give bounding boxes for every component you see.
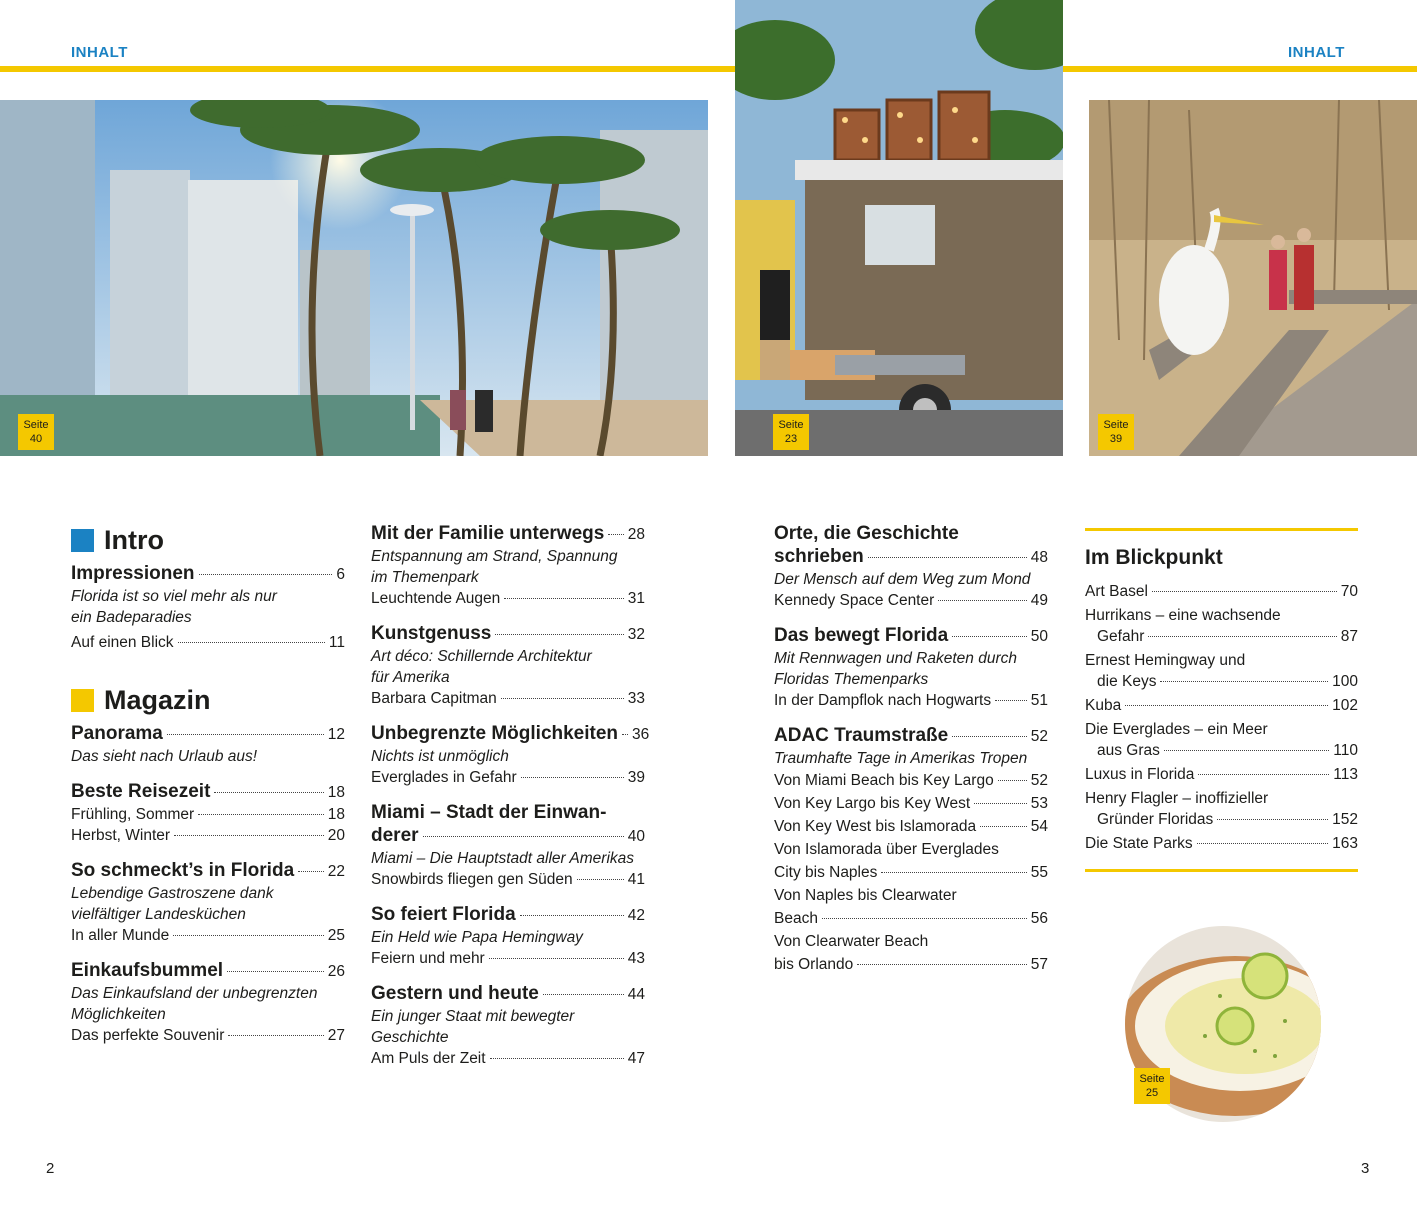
toc-subtitle: Ein junger Staat mit bewegter — [371, 1008, 575, 1025]
toc-title[interactable]: Gestern und heute — [371, 983, 539, 1004]
toc-page: 102 — [1332, 697, 1358, 714]
toc-page: 43 — [627, 950, 645, 967]
toc-item[interactable]: Snowbirds fliegen gen Süden — [371, 871, 573, 888]
toc-column-1 — [71, 522, 345, 1059]
toc-item[interactable]: Frühling, Sommer — [71, 806, 195, 823]
toc-title[interactable]: ADAC Traumstraße — [774, 725, 949, 746]
toc-title[interactable]: Unbegrenzte Möglichkeiten — [371, 723, 619, 744]
toc-page: 18 — [327, 784, 345, 801]
toc-entry-miami[interactable] — [371, 801, 645, 890]
blick-entry[interactable] — [1085, 581, 1358, 602]
toc-item[interactable]: Leuchtende Augen — [371, 590, 501, 607]
toc-subtitle: ein Badeparadies — [71, 609, 192, 626]
toc-item[interactable]: Henry Flagler – inoffizieller — [1085, 790, 1269, 807]
toc-item[interactable]: Gründer Floridas — [1097, 811, 1214, 828]
toc-page: 12 — [327, 726, 345, 743]
section-magazin-title: Magazin — [104, 684, 211, 715]
toc-title[interactable]: derer — [371, 825, 419, 846]
toc-subtitle: Das Einkaufsland der unbegrenzten — [71, 985, 318, 1002]
toc-entry-moeglichkeiten[interactable] — [371, 722, 650, 788]
toc-page: 25 — [327, 927, 345, 944]
im-blickpunkt-box — [1085, 528, 1358, 872]
toc-page: 28 — [627, 526, 645, 543]
toc-subtitle: Mit Rennwagen und Raketen durch — [774, 650, 1017, 667]
toc-page: 51 — [1030, 692, 1048, 709]
toc-page: 36 — [632, 726, 650, 743]
badge-page: 39 — [1109, 433, 1123, 445]
toc-entry-schmeckt[interactable] — [71, 859, 345, 946]
blickpunkt-title: Im Blickpunkt — [1085, 546, 1223, 569]
toc-entry-einkauf[interactable] — [71, 959, 345, 1046]
toc-item[interactable]: Von Miami Beach bis Key Largo — [774, 772, 994, 789]
toc-page: 41 — [627, 871, 645, 888]
toc-page: 11 — [328, 634, 345, 651]
toc-page: 152 — [1332, 811, 1358, 828]
badge-label: Seite — [1103, 419, 1129, 431]
toc-entry-gestern[interactable] — [371, 982, 645, 1069]
toc-title[interactable]: So feiert Florida — [371, 904, 516, 925]
toc-page: 113 — [1333, 766, 1358, 783]
toc-item[interactable]: Beach — [774, 910, 818, 927]
toc-subtitle: Lebendige Gastroszene dank — [71, 885, 274, 902]
toc-subtitle: Entspannung am Strand, Spannung — [371, 548, 618, 565]
section-intro — [71, 522, 345, 558]
page-number-right: 3 — [1361, 1160, 1370, 1177]
toc-item[interactable]: Von Islamorada über Everglades — [774, 841, 999, 858]
toc-subtitle: im Themenpark — [371, 569, 479, 586]
section-magazin — [71, 682, 345, 718]
badge-page: 23 — [784, 433, 798, 445]
toc-entry-kunst[interactable] — [371, 622, 645, 709]
badge-label: Seite — [23, 419, 49, 431]
toc-page: 40 — [627, 828, 645, 845]
header-rule-right — [1063, 66, 1417, 72]
header-inhalt-right: INHALT — [1288, 44, 1345, 61]
toc-page: 50 — [1030, 628, 1048, 645]
toc-title[interactable]: Impressionen — [71, 563, 195, 584]
toc-item[interactable]: Feiern und mehr — [371, 950, 485, 967]
toc-item[interactable]: City bis Naples — [774, 864, 878, 881]
toc-page: 57 — [1030, 956, 1048, 973]
toc-title[interactable]: Mit der Familie unterwegs — [371, 523, 605, 544]
toc-item[interactable]: In der Dampflok nach Hogwarts — [774, 692, 992, 709]
page-number-left: 2 — [46, 1160, 55, 1177]
toc-subtitle: Ein Held wie Papa Hemingway — [371, 929, 583, 946]
toc-item[interactable]: In aller Munde — [71, 927, 170, 944]
toc-entry-reisezeit[interactable] — [71, 780, 345, 846]
badge-page: 40 — [29, 433, 43, 445]
toc-page: 32 — [627, 626, 645, 643]
toc-subtitle: Nichts ist unmöglich — [371, 748, 509, 765]
toc-subtitle: Art déco: Schillernde Architektur — [371, 648, 592, 665]
blick-entry[interactable] — [1085, 833, 1358, 854]
page-badge-egret[interactable] — [1098, 414, 1134, 450]
blick-entry[interactable] — [1085, 719, 1358, 761]
toc-page: 53 — [1030, 795, 1048, 812]
toc-item[interactable]: Am Puls der Zeit — [371, 1050, 486, 1067]
header-rule-left — [0, 66, 735, 72]
toc-item[interactable]: Herbst, Winter — [71, 827, 171, 844]
toc-page: 33 — [627, 690, 645, 707]
toc-subtitle: Möglichkeiten — [71, 1006, 166, 1023]
toc-item[interactable]: Luxus in Florida — [1085, 766, 1195, 783]
toc-item[interactable]: Von Clearwater Beach — [774, 933, 929, 950]
toc-subtitle: Geschichte — [371, 1029, 449, 1046]
toc-page: 48 — [1030, 549, 1048, 566]
toc-page: 52 — [1030, 728, 1048, 745]
toc-page: 22 — [327, 863, 345, 880]
page-badge-bbq[interactable] — [773, 414, 809, 450]
toc-entry-familie[interactable] — [371, 522, 645, 609]
toc-page: 163 — [1332, 835, 1358, 852]
bbq-truck-illustration — [735, 0, 1063, 456]
toc-title[interactable]: Das bewegt Florida — [774, 625, 949, 646]
toc-page: 56 — [1030, 910, 1048, 927]
toc-page: 55 — [1030, 864, 1048, 881]
toc-subtitle: Das sieht nach Urlaub aus! — [71, 748, 258, 765]
toc-title[interactable]: Orte, die Geschichte — [774, 523, 959, 544]
blick-entry[interactable] — [1085, 605, 1358, 647]
toc-item[interactable]: Das perfekte Souvenir — [71, 1027, 225, 1044]
toc-entry-adac[interactable] — [774, 724, 1048, 976]
toc-subtitle: für Amerika — [371, 669, 450, 686]
toc-item[interactable]: Hurrikans – eine wachsende — [1085, 607, 1281, 624]
toc-title[interactable]: schrieben — [774, 546, 864, 567]
toc-entry-orte[interactable] — [774, 522, 1048, 611]
intro-square-icon — [71, 529, 94, 552]
photo-miami-skyline[interactable] — [0, 100, 708, 456]
toc-title[interactable]: Beste Reisezeit — [71, 781, 211, 802]
toc-page: 87 — [1340, 628, 1358, 645]
toc-page: 31 — [627, 590, 645, 607]
toc-entry-impressionen[interactable] — [71, 562, 345, 653]
toc-item[interactable]: Barbara Capitman — [371, 690, 497, 707]
toc-page: 18 — [327, 806, 345, 823]
toc-page: 54 — [1030, 818, 1048, 835]
toc-item[interactable]: Art Basel — [1085, 583, 1148, 600]
toc-page: 110 — [1333, 742, 1358, 759]
toc-subtitle: Traumhafte Tage in Amerikas Tropen — [774, 750, 1028, 767]
magazin-square-icon — [71, 689, 94, 712]
badge-page: 25 — [1145, 1087, 1159, 1099]
toc-title[interactable]: So schmeckt’s in Florida — [71, 860, 295, 881]
toc-page: 44 — [627, 986, 645, 1003]
toc-item[interactable]: Kennedy Space Center — [774, 592, 935, 609]
toc-title[interactable]: Miami – Stadt der Einwan- — [371, 802, 607, 823]
badge-label: Seite — [778, 419, 804, 431]
blick-entry[interactable] — [1085, 695, 1358, 716]
toc-item[interactable]: Auf einen Blick — [71, 634, 174, 651]
photo-bbq-food-truck[interactable] — [735, 0, 1063, 456]
toc-page: 47 — [627, 1050, 645, 1067]
toc-subtitle: Floridas Themenparks — [774, 671, 929, 688]
toc-item[interactable]: Von Key West bis Islamorada — [774, 818, 977, 835]
toc-item[interactable]: Die State Parks — [1085, 835, 1193, 852]
miami-skyline-illustration — [0, 100, 708, 456]
toc-item[interactable]: Everglades in Gefahr — [371, 769, 517, 786]
toc-entry-panorama[interactable] — [71, 722, 345, 767]
toc-page: 39 — [627, 769, 645, 786]
header-inhalt-left: INHALT — [71, 44, 128, 61]
toc-subtitle: Der Mensch auf dem Weg zum Mond — [774, 571, 1031, 588]
toc-page: 27 — [327, 1027, 345, 1044]
toc-page: 49 — [1030, 592, 1048, 609]
blick-entry[interactable] — [1085, 764, 1358, 785]
section-intro-title: Intro — [104, 524, 164, 555]
toc-page: 6 — [336, 566, 345, 583]
badge-label: Seite — [1139, 1073, 1165, 1085]
toc-entry-bewegt[interactable] — [774, 624, 1048, 711]
page-badge-pie[interactable] — [1134, 1068, 1170, 1104]
toc-title[interactable]: Kunstgenuss — [371, 623, 492, 644]
toc-column-2 — [371, 522, 650, 1082]
toc-page: 26 — [327, 963, 345, 980]
toc-subtitle: Florida ist so viel mehr als nur — [71, 588, 277, 605]
toc-item[interactable]: Gefahr — [1097, 628, 1145, 645]
toc-subtitle: vielfältiger Landesküchen — [71, 906, 246, 923]
toc-page: 100 — [1332, 673, 1358, 690]
page-badge-miami[interactable] — [18, 414, 54, 450]
toc-item[interactable]: Von Key Largo bis Key West — [774, 795, 971, 812]
toc-item[interactable]: aus Gras — [1097, 742, 1160, 759]
toc-title[interactable]: Panorama — [71, 723, 163, 744]
toc-item[interactable]: die Keys — [1097, 673, 1157, 690]
toc-page: 42 — [627, 907, 645, 924]
toc-page: 70 — [1340, 583, 1358, 600]
toc-item[interactable]: bis Orlando — [774, 956, 854, 973]
blick-entry[interactable] — [1085, 788, 1358, 830]
toc-page: 20 — [327, 827, 345, 844]
photo-egret-boardwalk[interactable] — [1089, 100, 1417, 456]
toc-entry-feiert[interactable] — [371, 903, 645, 969]
toc-item[interactable]: Ernest Hemingway und — [1085, 652, 1246, 669]
toc-item[interactable]: Von Naples bis Clearwater — [774, 887, 957, 904]
toc-column-3 — [774, 522, 1048, 989]
blick-entry[interactable] — [1085, 650, 1358, 692]
toc-item[interactable]: Kuba — [1085, 697, 1122, 714]
toc-subtitle: Miami – Die Hauptstadt aller Amerikas — [371, 850, 635, 867]
toc-title[interactable]: Einkaufsbummel — [71, 960, 224, 981]
egret-illustration — [1089, 100, 1417, 456]
toc-page: 52 — [1030, 772, 1048, 789]
toc-item[interactable]: Die Everglades – ein Meer — [1085, 721, 1268, 738]
